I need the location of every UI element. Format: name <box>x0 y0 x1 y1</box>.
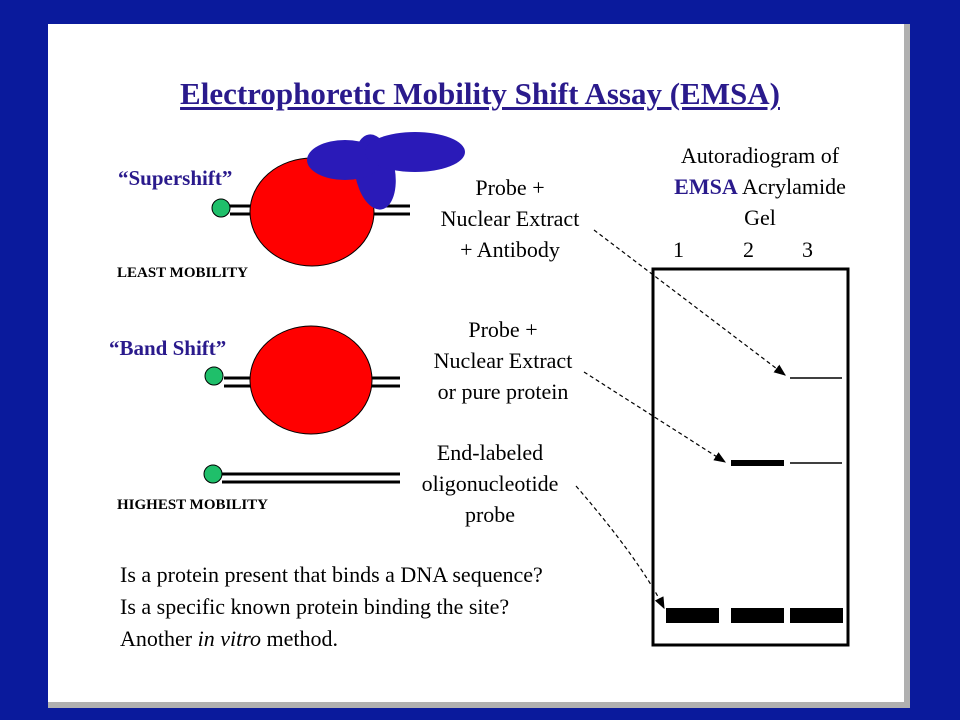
supershift-condition-line: Probe + <box>475 175 545 200</box>
supershift-label: “Supershift” <box>118 166 233 190</box>
bandshift-conditions <box>398 314 608 407</box>
bandshift-condition-line: Probe + <box>468 317 538 342</box>
questions <box>120 559 543 655</box>
probe-condition-line: probe <box>464 502 516 527</box>
question-3-start: Another <box>120 626 198 651</box>
highest-mobility-label: HIGHEST MOBILITY <box>117 497 269 513</box>
bandshift-condition-line: Nuclear Extract <box>433 348 573 373</box>
probe-condition-line: End-labeled <box>436 440 544 465</box>
bandshift-protein <box>250 326 372 434</box>
lane-label-3: 3 <box>802 237 813 262</box>
supershift-label-dot <box>212 199 230 217</box>
band-lane2-shift <box>731 460 784 466</box>
probe-label-dot <box>204 465 222 483</box>
question-3 <box>120 623 543 655</box>
question-3-end: method. <box>260 626 338 651</box>
gel-header-line-3: Gel <box>744 205 776 230</box>
free-probe <box>204 465 400 483</box>
bandshift-label-dot <box>205 367 223 385</box>
probe-condition-line: oligonucleotide <box>421 471 559 496</box>
question-1: Is a protein present that binds a DNA sequence? <box>120 562 543 587</box>
gel <box>653 269 848 645</box>
bandshift-condition-line: or pure protein <box>437 379 569 404</box>
least-mobility-label: LEAST MOBILITY <box>117 265 249 281</box>
question-3-italic: in vitro <box>197 626 261 651</box>
question-2: Is a specific known protein binding the site? <box>120 594 510 619</box>
probe-conditions <box>385 437 595 530</box>
supershift-conditions <box>405 172 615 265</box>
band-shift-label: “Band Shift” <box>109 336 227 360</box>
antibody-arm-right <box>365 132 465 172</box>
band-lane3-free-probe <box>790 608 843 623</box>
bandshift-complex <box>205 326 400 434</box>
supershift-condition-line: + Antibody <box>460 237 560 262</box>
gel-frame <box>653 269 848 645</box>
lane-label-2: 2 <box>743 237 754 262</box>
gel-header-line-1: Autoradiogram of <box>680 143 840 168</box>
slide-title: Electrophoretic Mobility Shift Assay (EMSA) <box>180 76 780 111</box>
gel-header-line-2 <box>645 171 875 202</box>
gel-header <box>645 140 875 233</box>
band-lane1-free-probe <box>666 608 719 623</box>
gel-header-acrylamide: Acrylamide <box>737 174 846 199</box>
band-lane2-free-probe <box>731 608 784 623</box>
supershift-condition-line: Nuclear Extract <box>440 206 580 231</box>
gel-header-emsa: EMSA <box>674 174 738 199</box>
lane-label-1: 1 <box>673 237 684 262</box>
